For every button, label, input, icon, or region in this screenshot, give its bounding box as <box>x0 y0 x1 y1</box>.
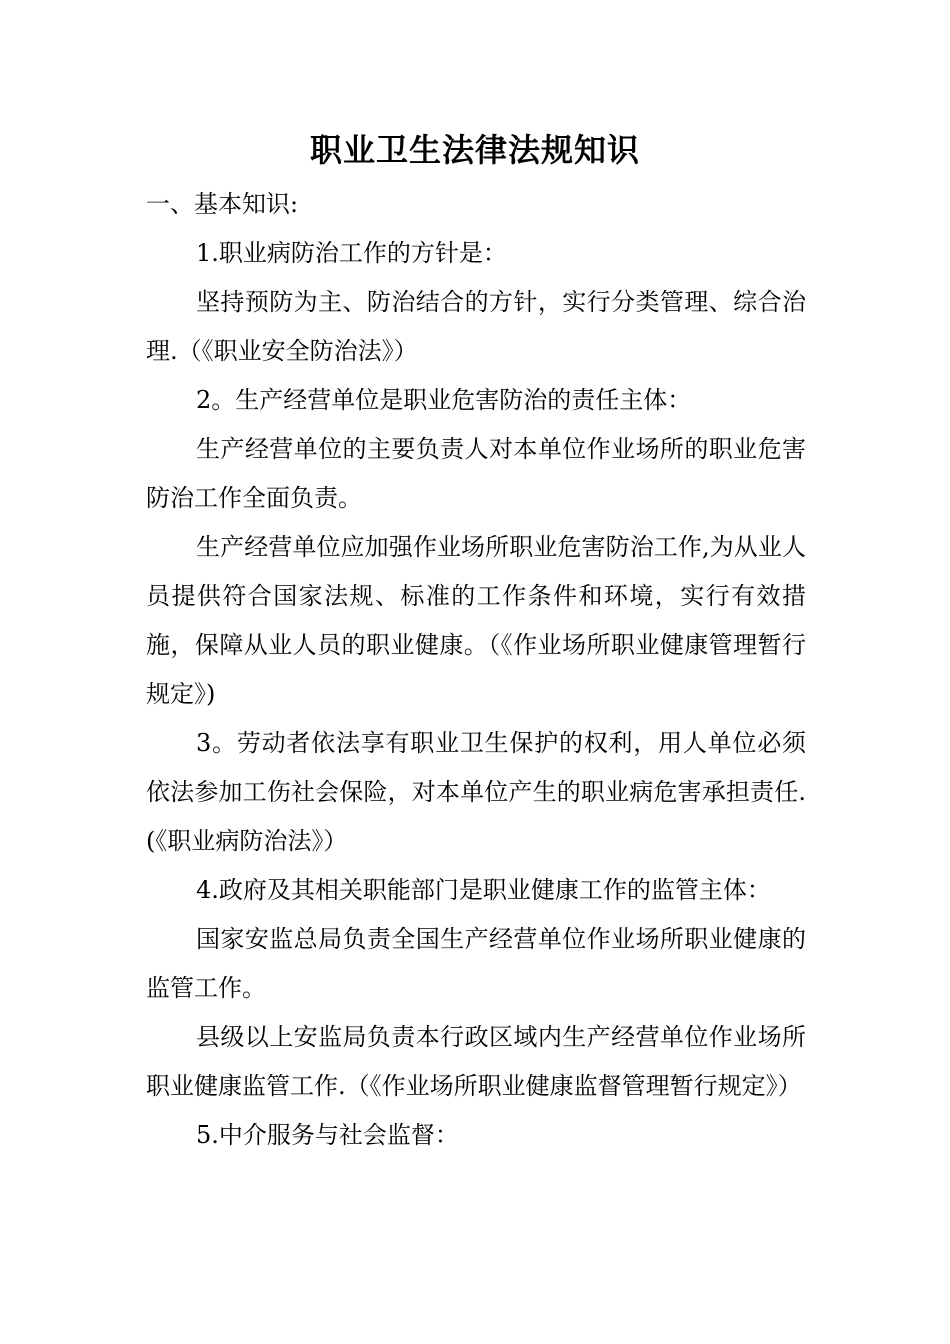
paragraph-item-2-heading: 2。生产经营单位是职业危害防治的责任主体： <box>196 386 692 414</box>
section-heading: 一、基本知识: <box>146 190 299 218</box>
paragraph-item-4-heading: 4.政府及其相关职能部门是职业健康工作的监管主体： <box>196 876 771 904</box>
document-title: 职业卫生法律法规知识 <box>309 131 640 169</box>
paragraph-item-4-body-b: 县级以上安监局负责本行政区域内生产经营单位作业场所职业健康监管工作.（《作业场所职业健康监督管理暂行规定》） <box>146 1023 806 1100</box>
paragraph-item-2-body-a: 生产经营单位的主要负责人对本单位作业场所的职业危害防治工作全面负责。 <box>146 435 806 512</box>
paragraph-item-4-body-a: 国家安监总局负责全国生产经营单位作业场所职业健康的监管工作。 <box>146 925 806 1002</box>
paragraph-item-1-body: 坚持预防为主、防治结合的方针，实行分类管理、综合治理.（《职业安全防治法》） <box>146 288 806 365</box>
paragraph-item-1-heading: 1.职业病防治工作的方针是： <box>196 239 507 267</box>
paragraph-item-2-body-b: 生产经营单位应加强作业场所职业危害防治工作,为从业人员提供符合国家法规、标准的工作条件和环境，实行有效措施，保障从业人员的职业健康。（《作业场所职业健康管理暂行规定》) <box>146 533 806 708</box>
paragraph-item-3: 3。劳动者依法享有职业卫生保护的权利，用人单位必须依法参加工伤社会保险，对本单位产生的职业病危害承担责任.(《职业病防治法》） <box>146 729 806 855</box>
paragraph-item-5-heading: 5.中介服务与社会监督： <box>196 1121 459 1149</box>
document-body <box>146 180 806 1160</box>
